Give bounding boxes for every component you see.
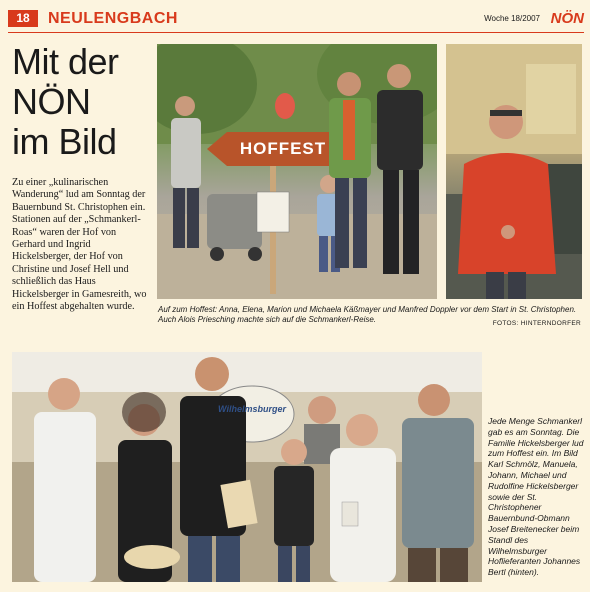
stand-banner: Wilhelmsburger	[218, 404, 286, 414]
headline-line: Mit der	[12, 41, 119, 82]
hoffest-sign: HOFFEST	[239, 139, 327, 158]
headline	[12, 42, 152, 162]
hoffest-photo	[157, 44, 437, 299]
brand-logo: NÖN	[550, 10, 584, 27]
page-number: 18	[8, 10, 38, 27]
photo-caption-bottom: Jede Menge Schmankerl gab es am Sonntag. Die Familie Hickelsberger lud zum Hoffest ein. Im Bild Karl Schmölz, Manuela, Johann, Michael und Rudolfine Hickelsberger sowie der St. Christophener Bauernbund-Obmann Josef Breitenecker beim Standl des Wilhelmsburger Hoflieferanten Johannes Bertl (hinten).	[488, 416, 584, 578]
photo-credit: FOTOS: HINTERNDORFER	[492, 320, 581, 327]
section-title: NEULENGBACH	[48, 10, 178, 27]
intro-text: Zu einer „kulinarischen Wanderung“ lud am Sonntag der Bauernbund St. Christophen ein. Stationen auf der „Schmankerl-Roas“ waren der Hof von Gerhard und Ingrid Hickelsberger, der Hof von Christine und Josef Hell und schließlich das Haus Hickelsberger in Gamesreith, wo ein Hoffest abgehalten wurde.	[12, 177, 147, 313]
man-photo	[446, 44, 582, 299]
header-rule	[8, 32, 584, 33]
issue-label: Woche 18/2007	[484, 14, 540, 23]
family-photo	[12, 352, 482, 582]
page-header	[8, 8, 584, 30]
headline-line: NÖN	[12, 81, 91, 122]
headline-line: im Bild	[12, 121, 117, 162]
caption-text: Auf zum Hoffest: Anna, Elena, Marion und Michaela Käßmayer und Manfred Doppler vor dem Start in St. Christophen. Auch Alois Priesching machte sich auf die Schmankerl-Reise.	[158, 305, 577, 324]
